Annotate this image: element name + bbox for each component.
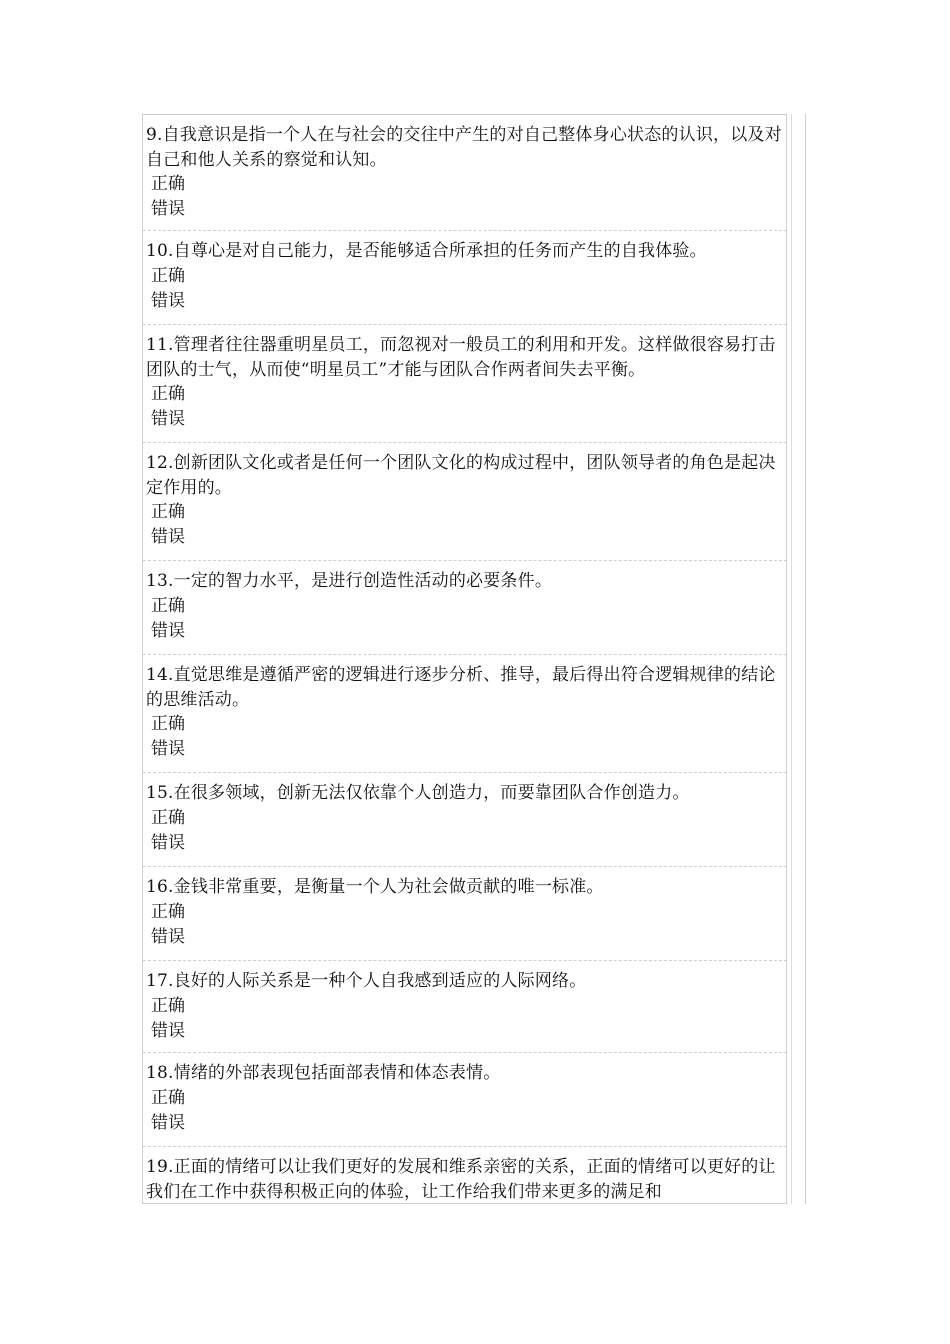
option-false[interactable]: 错误 (151, 527, 185, 547)
question-text: 15.在很多领域，创新无法仅依靠个人创造力，而要靠团队合作创造力。 (146, 783, 690, 803)
question-text: 11.管理者往往器重明星员工，而忽视对一般员工的利用和开发。这样做很容易打击团队的士气，从而使“明星员工”才能与团队合作两者间失去平衡。 (146, 335, 776, 380)
option-false[interactable]: 错误 (151, 927, 185, 947)
option-false[interactable]: 错误 (151, 1113, 185, 1133)
question-text: 12.创新团队文化或者是任何一个团队文化的构成过程中，团队领导者的角色是起决定作用的。 (146, 453, 776, 498)
option-true[interactable]: 正确 (151, 596, 185, 616)
question-item (143, 1147, 787, 1204)
question-text: 10.自尊心是对自己能力，是否能够适合所承担的任务而产生的自我体验。 (146, 241, 707, 261)
option-false[interactable]: 错误 (151, 621, 185, 641)
option-false[interactable]: 错误 (151, 409, 185, 429)
option-false[interactable]: 错误 (151, 1021, 185, 1041)
option-true[interactable]: 正确 (151, 1088, 185, 1108)
question-item (143, 867, 787, 961)
question-text: 9.自我意识是指一个人在与社会的交往中产生的对自己整体身心状态的认识，以及对自己和他人关系的察觉和认知。 (146, 125, 782, 170)
question-item (143, 115, 787, 231)
question-text: 17.良好的人际关系是一种个人自我感到适应的人际网络。 (146, 971, 587, 991)
option-false[interactable]: 错误 (151, 833, 185, 853)
option-true[interactable]: 正确 (151, 902, 185, 922)
scrollbar-track (791, 114, 792, 1204)
question-text: 16.金钱非常重要，是衡量一个人为社会做贡献的唯一标准。 (146, 877, 604, 897)
question-item (143, 961, 787, 1053)
question-item (143, 443, 787, 561)
option-true[interactable]: 正确 (151, 996, 185, 1016)
quiz-panel (142, 114, 806, 1204)
question-item (143, 231, 787, 325)
scrollbar[interactable] (786, 114, 806, 1204)
option-true[interactable]: 正确 (151, 714, 185, 734)
question-item (143, 325, 787, 443)
option-true[interactable]: 正确 (151, 384, 185, 404)
question-item (143, 1053, 787, 1147)
option-false[interactable]: 错误 (151, 199, 185, 219)
option-true[interactable]: 正确 (151, 502, 185, 522)
option-false[interactable]: 错误 (151, 291, 185, 311)
question-text: 18.情绪的外部表现包括面部表情和体态表情。 (146, 1063, 501, 1083)
question-item (143, 561, 787, 655)
question-item (143, 655, 787, 773)
question-text: 14.直觉思维是遵循严密的逻辑进行逐步分析、推导，最后得出符合逻辑规律的结论的思维活动。 (146, 665, 776, 710)
option-true[interactable]: 正确 (151, 808, 185, 828)
question-item (143, 773, 787, 867)
option-true[interactable]: 正确 (151, 174, 185, 194)
option-true[interactable]: 正确 (151, 266, 185, 286)
question-text: 13.一定的智力水平，是进行创造性活动的必要条件。 (146, 571, 553, 591)
question-text: 19.正面的情绪可以让我们更好的发展和维系亲密的关系，正面的情绪可以更好的让我们在工作中获得积极正向的体验，让工作给我们带来更多的满足和 (146, 1157, 776, 1202)
option-false[interactable]: 错误 (151, 739, 185, 759)
